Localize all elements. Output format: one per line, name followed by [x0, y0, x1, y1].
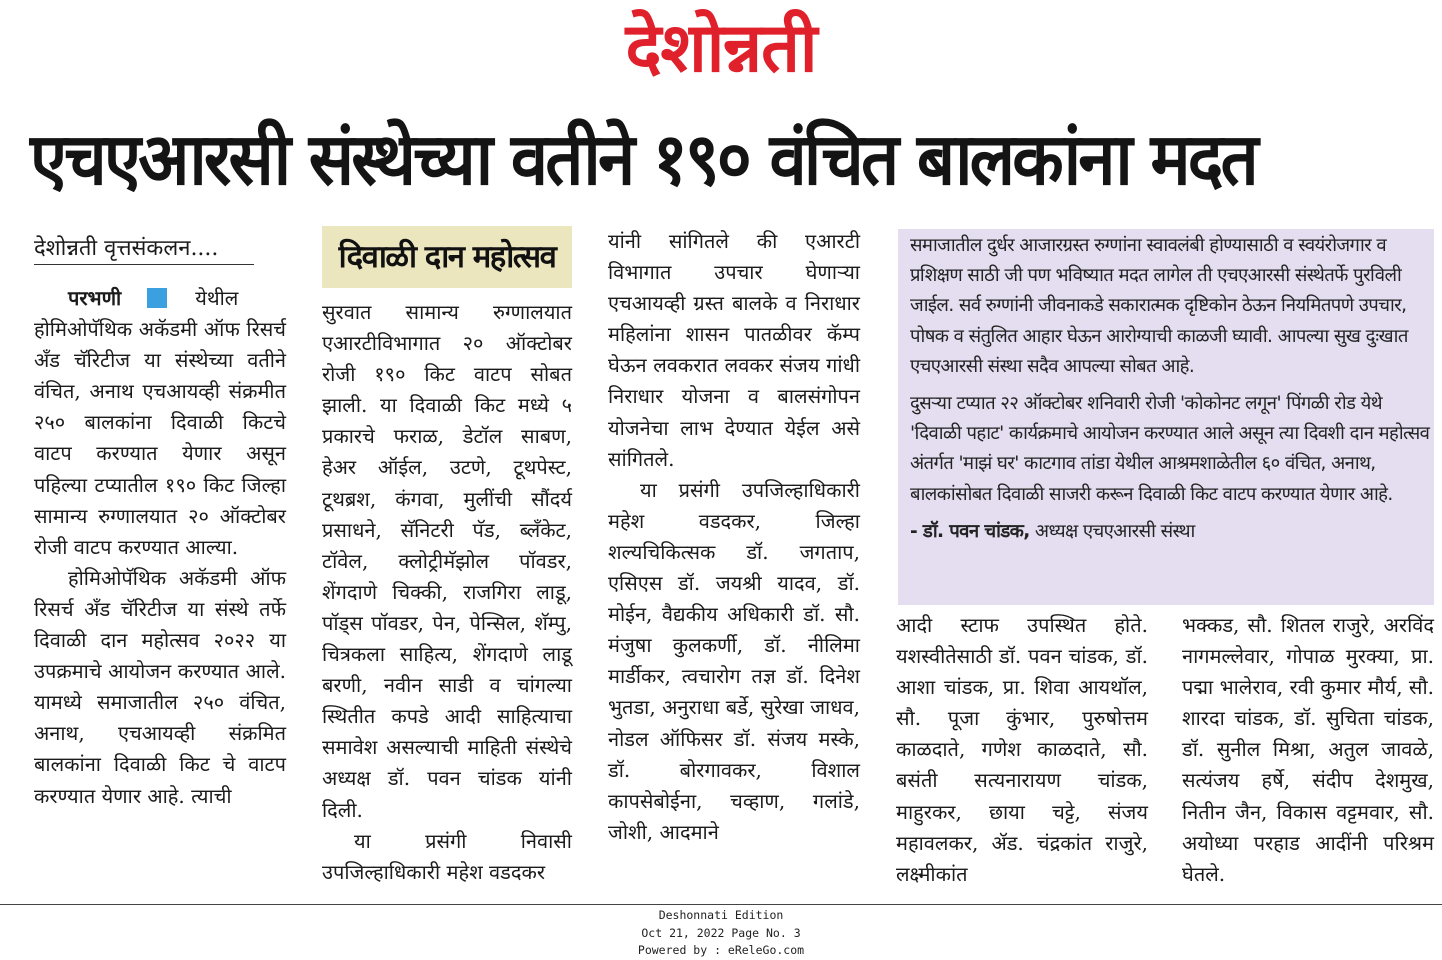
column-1-text: येथील होमिओपॅथिक अकॅडमी ऑफ रिसर्च अँड चॅरिटीज या संस्थेच्या वतीने वंचित, अनाथ एचआयव्ही संक्रमीत २५० बालकांना दिवाळी किटचे वाटप करण्यात येणार असून पहिल्या टप्यातील १९० किट जिल्हा सामान्य रुग्णालयात २० ऑक्टोबर रोजी वाटप करण्यात आल्या. — [34, 286, 286, 559]
quote-signature — [910, 517, 1432, 547]
quote-paragraph-2: दुसऱ्या टप्यात २२ ऑक्टोबर शनिवारी रोजी 'कोकोनट लगून' पिंगळी रोड येथे 'दिवाळी पहाट' कार्यक्रमाचे आयोजन करण्यात आले असून त्या दिवशी दान महोत्सव अंतर्गत 'माझं घर' काटगाव तांडा येथील आश्रमशाळेतील ६० वंचित, अनाथ, बालकांसोबत दिवाळी साजरी करून दिवाळी किट वाटप करण्यात येणार आहे. — [910, 393, 1430, 505]
footer-date-page: Oct 21, 2022 Page No. 3 — [641, 925, 801, 940]
headline: एचएआरसी संस्थेच्या वतीने १९० वंचित बालकांना मदत — [30, 117, 1256, 201]
footer-edition: Deshonnati Edition — [658, 908, 784, 922]
article-column-4 — [896, 610, 1148, 890]
signature-name: - डॉ. पवन चांडक, — [910, 520, 1030, 542]
byline: देशोन्नती वृत्तसंकलन.... — [34, 232, 254, 265]
masthead-logo: देशोन्नती — [625, 9, 817, 88]
dateline-location: परभणी — [68, 286, 122, 310]
article-column-5 — [1182, 610, 1434, 890]
footer-powered-by: Powered by : eReleGo.com — [637, 943, 805, 957]
column-4-text: आदी स्टाफ उपस्थित होते. यशस्वीतेसाठी डॉ. पवन चांडक, डॉ. आशा चांडक, प्रा. शिवा आयथॉल, सौ. पूजा कुंभार, पुरुषोत्तम काळदाते, गणेश काळदाते, सौ. बसंती सत्यनारायण चांडक, माहुरकर, छाया चट्टे, संजय महावलकर, ॲड. चंद्रकांत राजुरे, लक्ष्मीकांत — [896, 613, 1148, 886]
column-3-paragraph-1: यांनी सांगितले की एआरटी विभागात उपचार घेणाऱ्या एचआयव्ही ग्रस्त बालके व निराधार महिलांना शासन पातळीवर कॅम्प घेऊन लवकरात लवकर संजय गांधी निराधार योजना व बालसंगोपन योजनेचा लाभ देण्यात येईल असे सांगितले. — [608, 229, 860, 471]
article-column-3 — [608, 226, 860, 848]
signature-title: अध्यक्ष एचएआरसी संस्था — [1029, 520, 1195, 542]
column-5-text: भक्कड, सौ. शितल राजुरे, अरविंद नागमल्लेवार, गोपाळ मुरक्या, प्रा. पद्मा भालेराव, रवी कुमार मौर्य, सौ. शारदा चांडक, डॉ. सुचिता चांडक, डॉ. सुनील मिश्रा, अतुल जावळे, सत्यंजय हर्षे, संदीप देशमुख, नितीन जैन, विकास वट्टमवार, सौ. अयोध्या परहाड आदींनी परिश्रम घेतले. — [1182, 613, 1434, 886]
column-3-paragraph-2: या प्रसंगी उपजिल्हाधिकारी महेश वडदकर, जिल्हा शल्यचिकित्सक डॉ. जगताप, एसिएस डॉ. जयश्री यादव, डॉ. मोईन, वैद्यकीय अधिकारी डॉ. सौ. मंजुषा कुलकर्णी, डॉ. नीलिमा मार्डीकर, त्वचारोग तज्ञ डॉ. दिनेश भुतडा, अनुराधा बर्डे, सुरेखा जाधव, नोडल ऑफिसर डॉ. संजय मस्के, डॉ. बोरगावकर, विशाल कापसेबोईना, चव्हाण, गलांडे, जोशी, आदमाने — [608, 477, 860, 844]
quote-paragraph-1: समाजातील दुर्धर आजारग्रस्त रुग्णांना स्वावलंबी होण्यासाठी व स्वयंरोजगार व प्रशिक्षण साठी जी पण भविष्यात मदत लागेल ती एचएआरसी संस्थेतर्फे पुरविली जाईल. सर्व रुग्णांनी जीवनाकडे सकारात्मक दृष्टिकोन ठेऊन नियमितपणे उपचार, पोषक व संतुलित आहार घेऊन आरोग्याची काळजी घ्यावी. आपल्या सुख दुःखात एचएआरसी संस्था सदैव आपल्या सोबत आहे. — [910, 235, 1408, 377]
column-1-paragraph-2: होमिओपॅथिक अकॅडमी ऑफ रिसर्च अँड चॅरिटीज या संस्थे तर्फे दिवाळी दान महोत्सव २०२२ या उपक्रमाचे आयोजन करण्यात आले. यामध्ये समाजातील २५० वंचित, अनाथ, एचआयव्ही संक्रमित बालकांना दिवाळी किट चे वाटप करण्यात येणार आहे. त्याची — [34, 565, 286, 808]
section-heading: दिवाळी दान महोत्सव — [322, 226, 572, 288]
column-2-paragraph-1: सुरवात सामान्य रुग्णालयात एआरटीविभागात २० ऑक्टोबर रोजी १९० किट वाटप सोबत झाली. या दिवाळी किट मध्ये ५ प्रकारचे फराळ, डेटॉल साबण, हेअर ऑईल, उटणे, टूथपेस्ट, टूथब्रश, कंगवा, मुलींची सौंदर्य प्रसाधने, सॅनिटरी पॅड, ब्लॅंकेट, टॉवेल, क्लोट्रीमॅझोल पॉवडर, शेंगदाणे चिक्की, राजगिरा लाडू, पॉड्स पॉवडर, पेन, पेन्सिल, शॅम्पु, चित्रकला साहित्य, शेंगदाणे लाडू बरणी, नवीन साडी व चांगल्या स्थितीत कपडे आदी साहित्याचा समावेश असल्याची माहिती संस्थेचे अध्यक्ष डॉ. पवन चांडक यांनी दिली. — [322, 300, 572, 822]
square-icon — [147, 288, 167, 308]
page-footer — [0, 904, 1442, 960]
article-column-2 — [322, 297, 572, 888]
column-2-paragraph-2: या प्रसंगी निवासी उपजिल्हाधिकारी महेश वडदकर — [322, 828, 572, 884]
quote-box — [898, 229, 1434, 605]
article-column-1 — [34, 283, 286, 812]
